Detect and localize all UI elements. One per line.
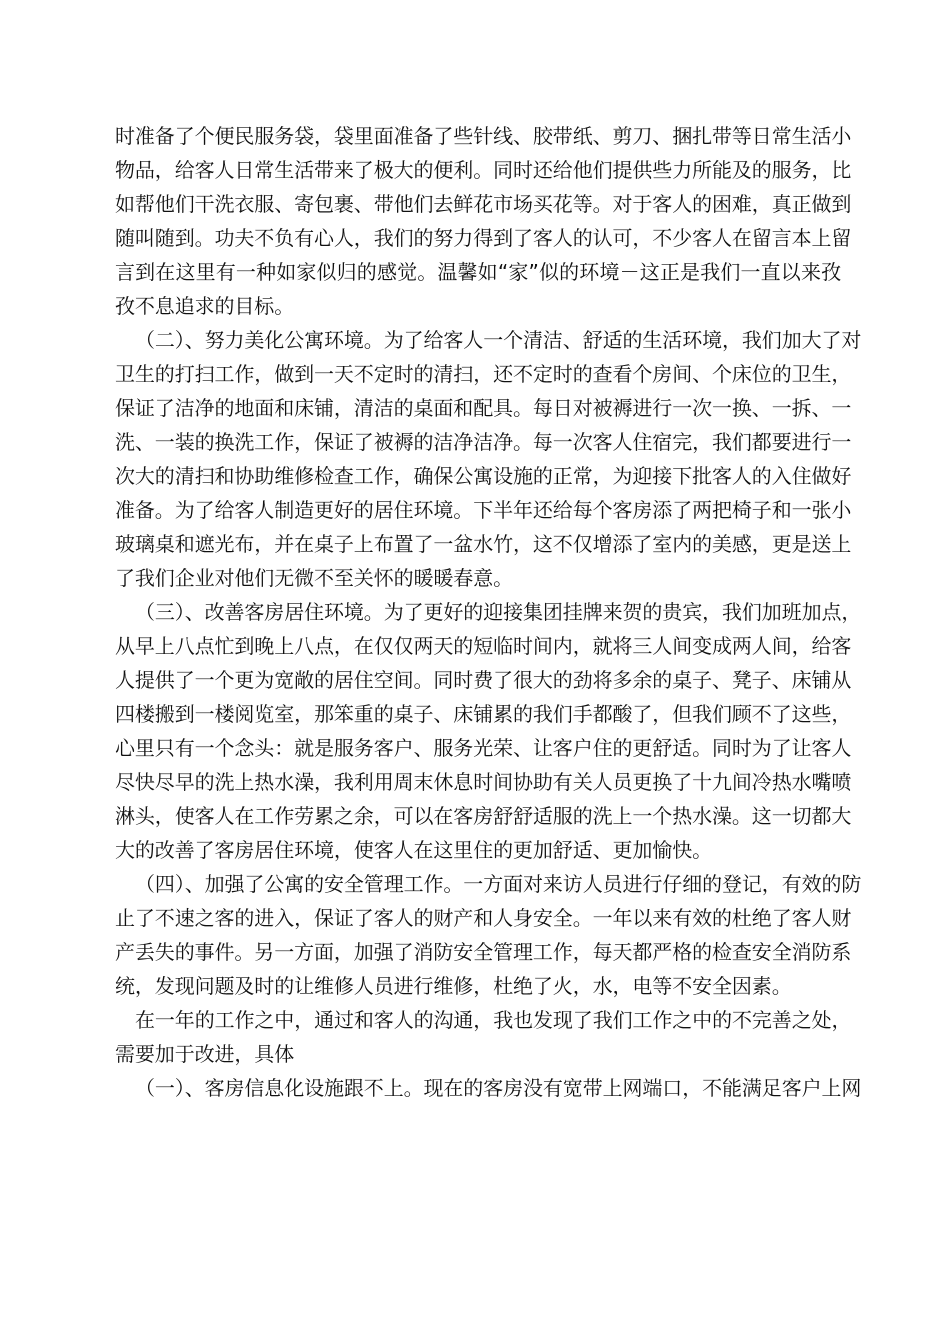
paragraph-line: 止了不速之客的进入，保证了客人的财产和人身安全。一年以来有效的杜绝了客人财 [115,906,852,930]
paragraph-line: 需要加于改进，具体 [115,1042,295,1066]
paragraph-line: （一）、客房信息化设施跟不上。现在的客房没有宽带上网端口，不能满足客户上网 [135,1076,862,1100]
paragraph-line: 从早上八点忙到晚上八点，在仅仅两天的短临时间内，就将三人间变成两人间，给客 [115,634,852,658]
paragraph-line: 尽快尽早的洗上热水澡，我利用周末休息时间协助有关人员更换了十九间冷热水嘴喷 [115,770,852,794]
paragraph-line: 保证了洁净的地面和床铺，清洁的桌面和配具。每日对被褥进行一次一换、一拆、一 [115,396,852,420]
paragraph-line: 产丢失的事件。另一方面，加强了消防安全管理工作，每天都严格的检查安全消防系 [115,940,852,964]
document-body [115,119,862,1105]
paragraph-line: 大的改善了客房居住环境，使客人在这里住的更加舒适、更加愉快。 [115,838,712,862]
paragraph-line: （二）、努力美化公寓环境。为了给客人一个清洁、舒适的生活环境，我们加大了对 [135,328,862,352]
paragraph-line: 言到在这里有一种如家似归的感觉。温馨如“家”似的环境－这正是我们一直以来孜 [115,260,841,284]
paragraph-line: 人提供了一个更为宽敞的居住空间。同时费了很大的劲将多余的桌子、凳子、床铺从 [115,668,852,692]
paragraph-line: 了我们企业对他们无微不至关怀的暖暖春意。 [115,566,513,590]
paragraph-line: 玻璃桌和遮光布，并在桌子上布置了一盆水竹，这不仅增添了室内的美感，更是送上 [115,532,852,556]
paragraph-line: 时准备了个便民服务袋，袋里面准备了些针线、胶带纸、剪刀、捆扎带等日常生活小 [115,124,852,148]
paragraph-line: 统，发现问题及时的让维修人员进行维修，杜绝了火，水，电等不安全因素。 [115,974,792,998]
paragraph-line: 淋头，使客人在工作劳累之余，可以在客房舒舒适服的洗上一个热水澡。这一切都大 [115,804,852,828]
paragraph-line: 随叫随到。功夫不负有心人，我们的努力得到了客人的认可，不少客人在留言本上留 [115,226,852,250]
paragraph-line: 物品，给客人日常生活带来了极大的便利。同时还给他们提供些力所能及的服务，比 [115,158,852,182]
paragraph-line: 心里只有一个念头：就是服务客户、服务光荣、让客户住的更舒适。同时为了让客人 [115,736,852,760]
paragraph-line: 孜不息追求的目标。 [115,294,295,318]
paragraph-line: 准备。为了给客人制造更好的居住环境。下半年还给每个客房添了两把椅子和一张小 [115,498,852,522]
paragraph-line: （三）、改善客房居住环境。为了更好的迎接集团挂牌来贺的贵宾，我们加班加点， [135,600,862,624]
paragraph-line: 如帮他们干洗衣服、寄包裹、带他们去鲜花市场买花等。对于客人的困难，真正做到 [115,192,852,216]
paragraph-line: 在一年的工作之中，通过和客人的沟通，我也发现了我们工作之中的不完善之处， [135,1008,852,1032]
paragraph-line: 四楼搬到一楼阅览室，那笨重的桌子、床铺累的我们手都酸了，但我们顾不了这些， [115,702,852,726]
paragraph-line: 卫生的打扫工作，做到一天不定时的清扫，还不定时的查看个房间、个床位的卫生， [115,362,852,386]
paragraph-line: （四）、加强了公寓的安全管理工作。一方面对来访人员进行仔细的登记，有效的防 [135,872,862,896]
paragraph-line: 洗、一装的换洗工作，保证了被褥的洁净洁净。每一次客人住宿完，我们都要进行一 [115,430,852,454]
paragraph-line: 次大的清扫和协助维修检查工作，确保公寓设施的正常，为迎接下批客人的入住做好 [115,464,852,488]
